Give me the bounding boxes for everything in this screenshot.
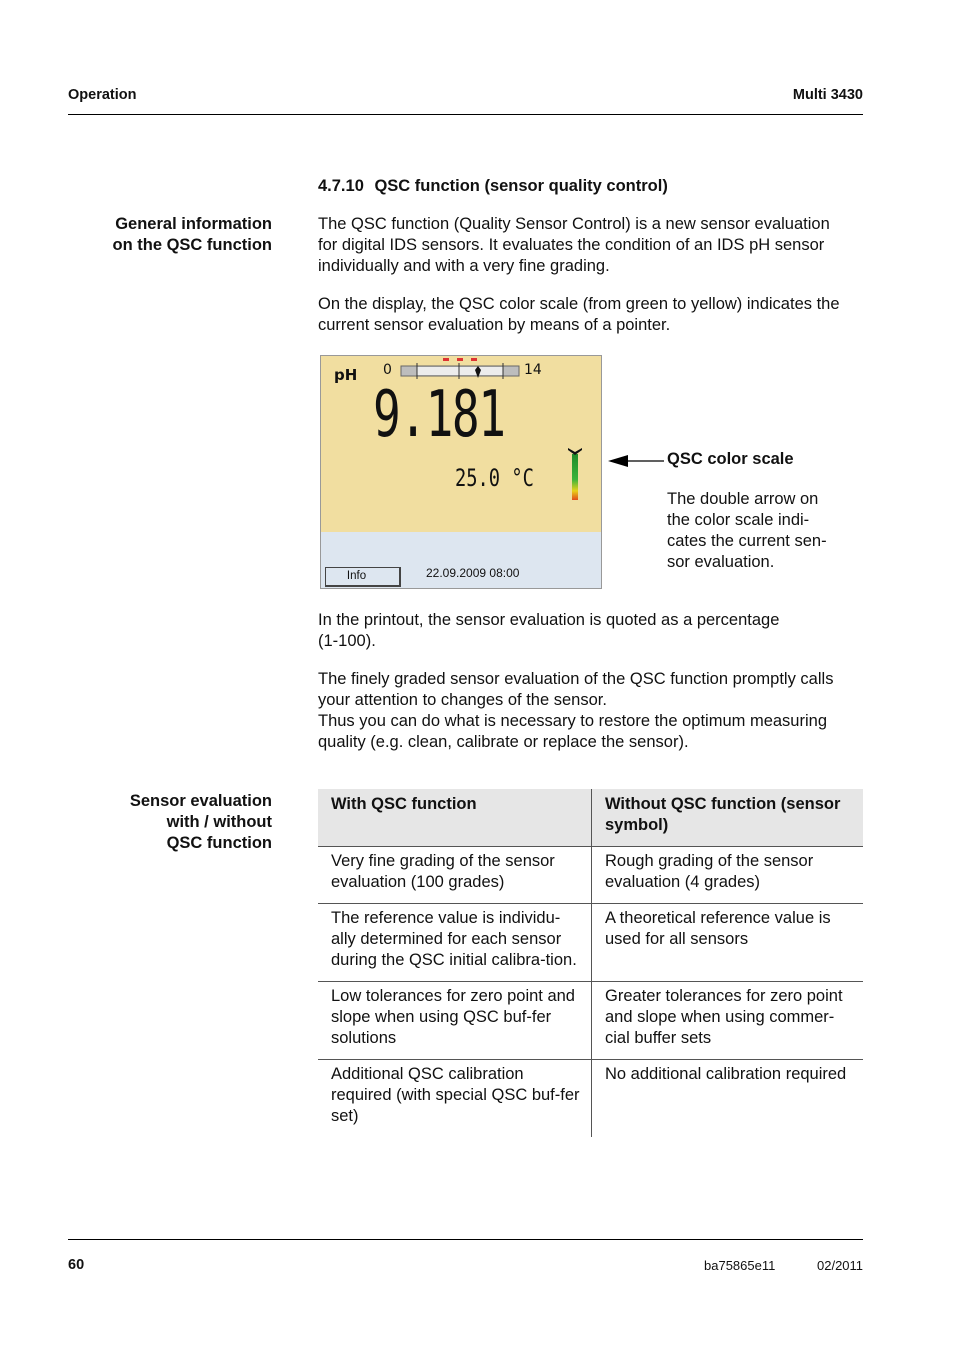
table-cell: Additional QSC calibration required (with special QSC buf-fer set) (318, 1060, 592, 1138)
text-line: individually and with a very fine grading. (318, 257, 610, 275)
text-line: On the display, the QSC color scale (from green to yellow) indicates the (318, 295, 840, 313)
side-heading-general (113, 214, 272, 256)
side-heading-line: on the QSC function (112, 236, 272, 254)
callout-text (667, 489, 857, 573)
text-line: The QSC function (Quality Sensor Control) is a new sensor evaluation (318, 215, 830, 233)
callout-arrow-icon (606, 452, 666, 470)
scale-range (417, 367, 503, 375)
table-header-cell: With QSC function (318, 789, 592, 847)
table-header-cell: Without QSC function (sensor symbol) (592, 789, 864, 847)
meter-display (320, 355, 602, 589)
scale-min-label: 0 (383, 362, 392, 378)
table-cell: Very fine grading of the sensor evaluation (100 grades) (318, 847, 592, 904)
scale-marker (443, 358, 449, 361)
side-heading-line: QSC function (166, 834, 272, 852)
unit-label: pH (334, 366, 358, 384)
text-line: The double arrow on (667, 490, 819, 508)
text-line: (1-100). (318, 632, 376, 650)
table-cell: The reference value is individu-ally determined for each sensor during the QSC initial calibra-tion. (318, 904, 592, 982)
side-heading-evaluation (130, 791, 272, 854)
document-date: 02/2011 (817, 1258, 864, 1273)
table-header-row (318, 789, 863, 847)
table-cell: Low tolerances for zero point and slope when using QSC buf-fer solutions (318, 982, 592, 1060)
measured-value: 9.181 (373, 378, 505, 452)
footer-rule (68, 1239, 863, 1240)
side-heading-line: with / without (166, 813, 272, 831)
paragraph-grading (318, 669, 866, 753)
table-cell: A theoretical reference value is used for all sensors (605, 909, 831, 948)
qsc-gradient (572, 454, 578, 500)
header-rule (68, 114, 863, 115)
section-number: 4.7.10 (318, 177, 364, 195)
document-id: ba75865e11 (704, 1258, 776, 1273)
text-line: sor evaluation. (667, 553, 775, 571)
text-line: current sensor evaluation by means of a pointer. (318, 316, 671, 334)
side-heading-line: General information (115, 215, 272, 233)
table-row (318, 904, 863, 982)
scale-max-label: 14 (524, 362, 542, 378)
text-line: for digital IDS sensors. It evaluates the condition of an IDS pH sensor (318, 236, 825, 254)
side-heading-line: Sensor evaluation (129, 792, 272, 810)
table-row (318, 982, 863, 1060)
table-cell: No additional calibration required (605, 1065, 847, 1083)
scale-marker (471, 358, 477, 361)
text-line: quality (e.g. clean, calibrate or replace the sensor). (318, 733, 689, 751)
text-line: Thus you can do what is necessary to restore the optimum measuring (318, 712, 827, 730)
section-title (318, 177, 668, 196)
callout-title: QSC color scale (667, 450, 794, 468)
section-title-text: QSC function (sensor quality control) (374, 177, 668, 195)
text-line: The finely graded sensor evaluation of the QSC function promptly calls (318, 670, 834, 688)
page-number: 60 (68, 1257, 85, 1273)
table-cell: Rough grading of the sensor evaluation (4 grades) (605, 852, 814, 891)
paragraph-printout (318, 610, 866, 652)
qsc-double-arrow-icon (568, 448, 582, 455)
text-line: the color scale indi- (667, 511, 810, 529)
text-line: your attention to changes of the sensor. (318, 691, 607, 709)
temperature-value: 25.0 °C (455, 464, 534, 492)
text-line: In the printout, the sensor evaluation is quoted as a percentage (318, 611, 780, 629)
paragraph-intro (318, 214, 866, 277)
paragraph-display (318, 294, 866, 336)
table-row (318, 847, 863, 904)
scale-marker (457, 358, 463, 361)
info-button[interactable]: Info (325, 567, 401, 587)
display-datetime: 22.09.2009 08:00 (426, 566, 520, 580)
table-cell: Greater tolerances for zero point and slope when using commer-cial buffer sets (605, 987, 843, 1047)
qsc-color-scale (567, 446, 583, 502)
comparison-table (318, 789, 863, 1137)
table-row (318, 1060, 863, 1138)
header-left: Operation (68, 87, 137, 103)
text-line: cates the current sen- (667, 532, 827, 550)
header-right: Multi 3430 (792, 87, 863, 103)
